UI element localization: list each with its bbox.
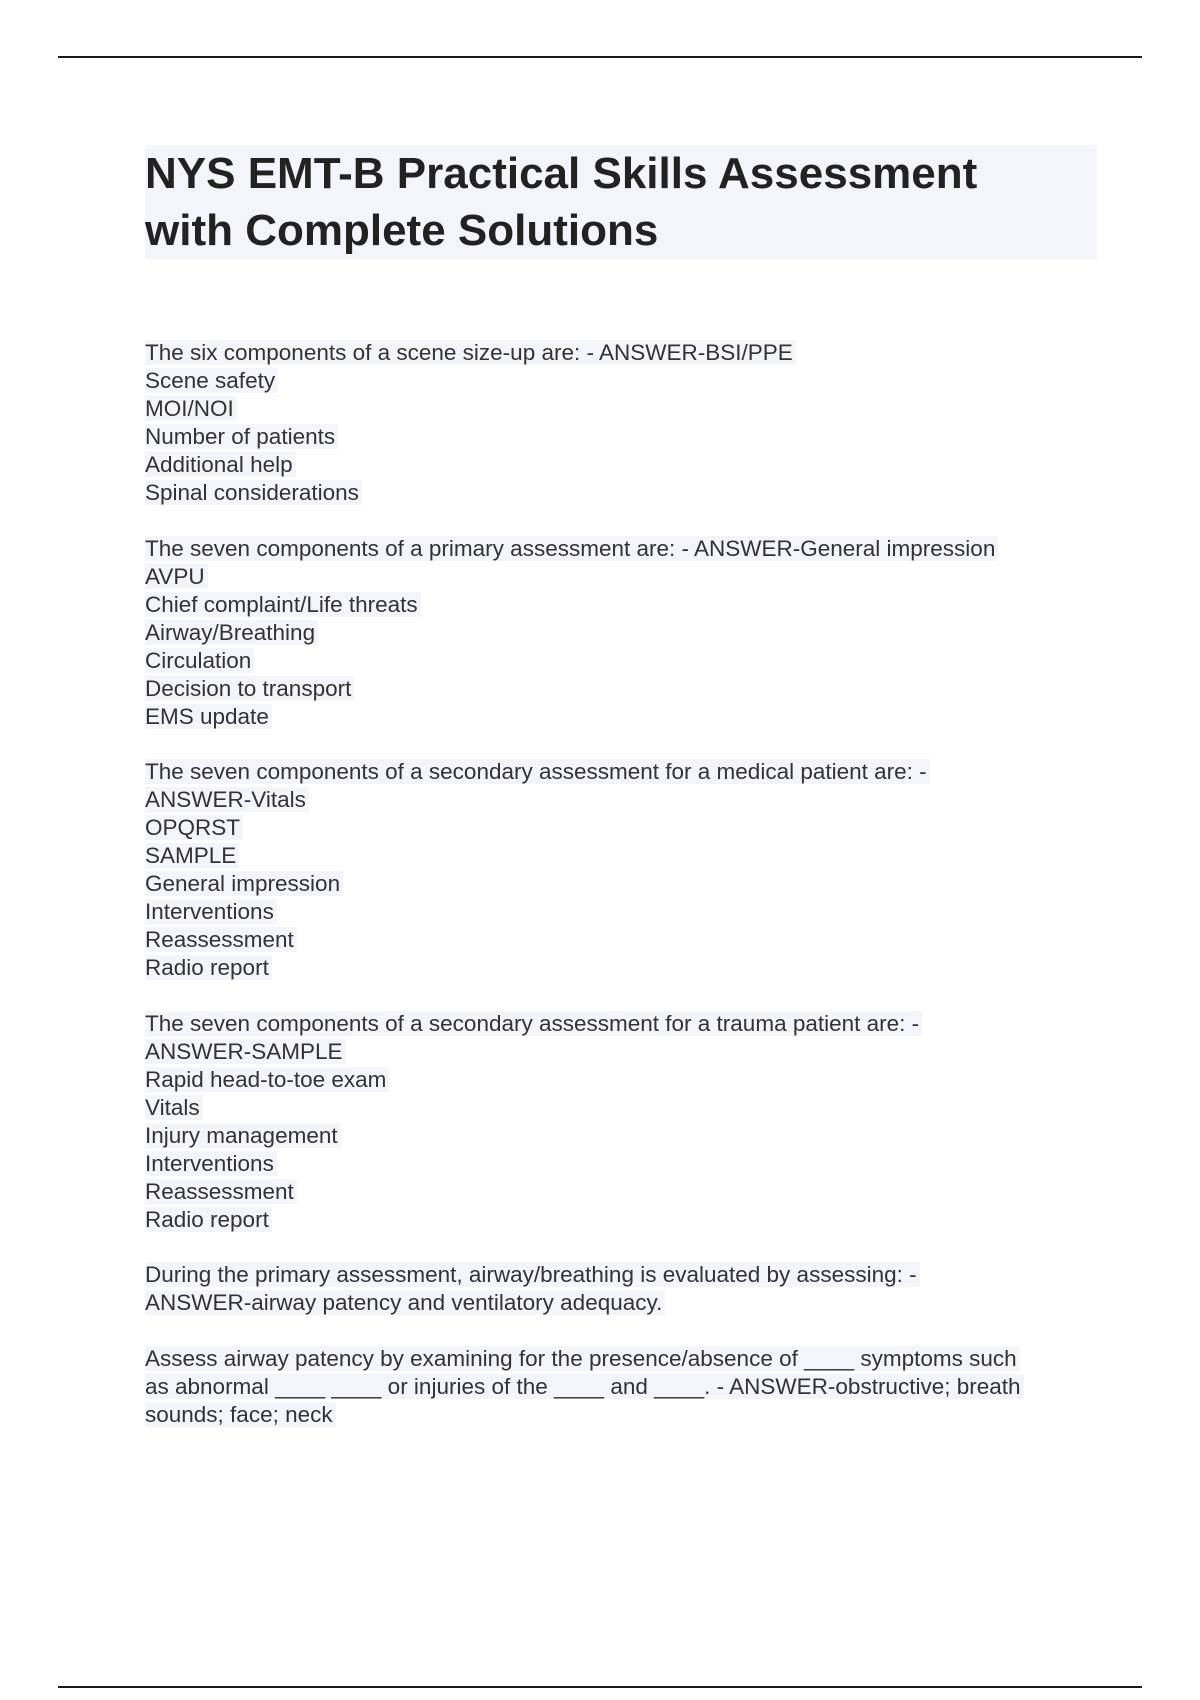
header-rule — [58, 56, 1142, 58]
qa-line: Rapid head-to-toe exam — [145, 1066, 1105, 1094]
footer-rule — [58, 1686, 1142, 1688]
qa-line: During the primary assessment, airway/breathing is evaluated by assessing: - — [145, 1261, 1105, 1289]
qa-line: ANSWER-SAMPLE — [145, 1038, 1105, 1066]
qa-line: Interventions — [145, 898, 1105, 926]
qa-line: Reassessment — [145, 926, 1105, 954]
qa-line: Assess airway patency by examining for the presence/absence of ____ symptoms such — [145, 1345, 1105, 1373]
qa-line: Decision to transport — [145, 675, 1105, 703]
qa-item — [145, 1345, 1105, 1429]
qa-line: Radio report — [145, 1206, 1105, 1234]
qa-line: The six components of a scene size-up are: - ANSWER-BSI/PPE — [145, 339, 1105, 367]
qa-item — [145, 1261, 1105, 1317]
qa-line: Airway/Breathing — [145, 619, 1105, 647]
qa-line: EMS update — [145, 703, 1105, 731]
title-line: with Complete Solutions — [145, 206, 659, 255]
qa-item — [145, 1010, 1105, 1234]
document-title — [145, 145, 1097, 259]
qa-line: Number of patients — [145, 423, 1105, 451]
qa-line: MOI/NOI — [145, 395, 1105, 423]
qa-line: Additional help — [145, 451, 1105, 479]
qa-line: Interventions — [145, 1150, 1105, 1178]
qa-line: AVPU — [145, 563, 1105, 591]
qa-line: as abnormal ____ ____ or injuries of the ____ and ____. - ANSWER-obstructive; breath — [145, 1373, 1105, 1401]
qa-line: Spinal considerations — [145, 479, 1105, 507]
qa-line: ANSWER-Vitals — [145, 786, 1105, 814]
qa-list — [145, 339, 1105, 1456]
qa-line: Injury management — [145, 1122, 1105, 1150]
qa-line: General impression — [145, 870, 1105, 898]
qa-line: SAMPLE — [145, 842, 1105, 870]
qa-line: OPQRST — [145, 814, 1105, 842]
qa-line: The seven components of a primary assessment are: - ANSWER-General impression — [145, 535, 1105, 563]
qa-item — [145, 758, 1105, 982]
qa-line: Vitals — [145, 1094, 1105, 1122]
qa-line: Circulation — [145, 647, 1105, 675]
qa-line: ANSWER-airway patency and ventilatory adequacy. — [145, 1289, 1105, 1317]
qa-item — [145, 535, 1105, 731]
qa-line: sounds; face; neck — [145, 1401, 1105, 1429]
qa-line: The seven components of a secondary assessment for a trauma patient are: - — [145, 1010, 1105, 1038]
title-line: NYS EMT-B Practical Skills Assessment — [145, 149, 978, 198]
qa-line: Scene safety — [145, 367, 1105, 395]
qa-item — [145, 339, 1105, 507]
qa-line: The seven components of a secondary assessment for a medical patient are: - — [145, 758, 1105, 786]
qa-line: Chief complaint/Life threats — [145, 591, 1105, 619]
qa-line: Reassessment — [145, 1178, 1105, 1206]
qa-line: Radio report — [145, 954, 1105, 982]
